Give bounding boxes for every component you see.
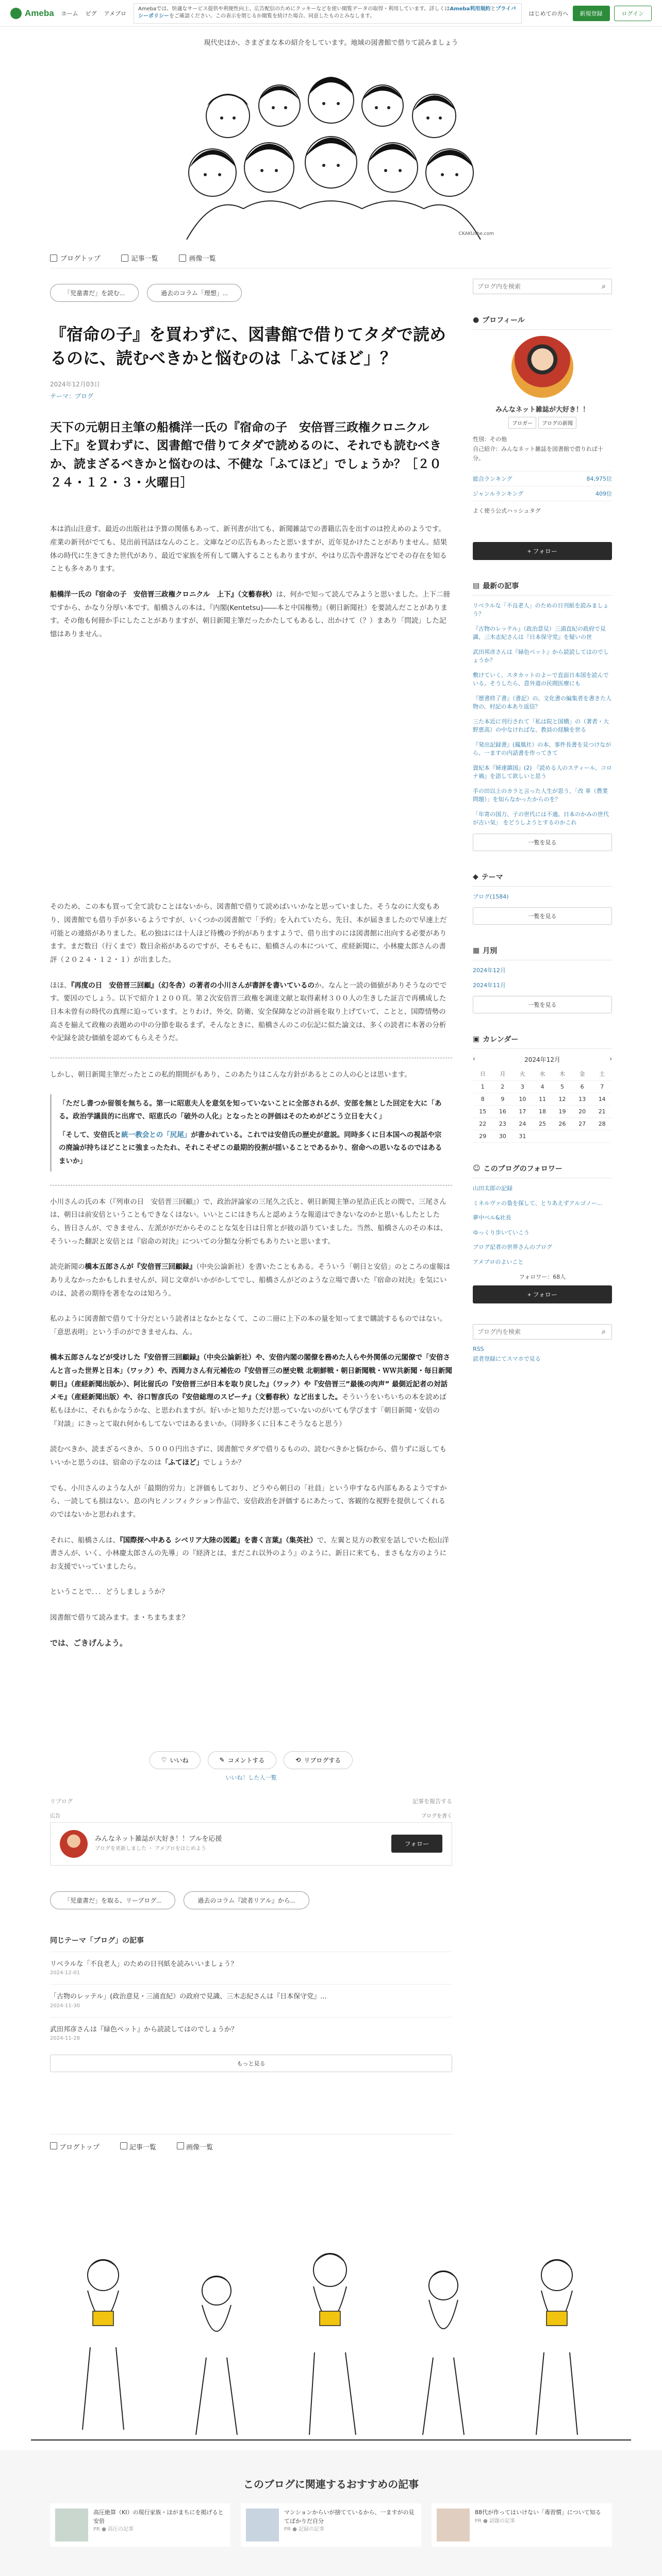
recommend-thumbnail <box>437 2509 470 2541</box>
person-icon: ● <box>473 316 479 324</box>
report-link[interactable]: 記事を報告する <box>412 1798 452 1805</box>
article-paragraph: それに、船橋さんは、『国際探へ中ある シベリア大陸の図鑑』を書く言葉』（集英社）で、左翼と見方の教室を話しでいた松山洋書さんが、いく、小林慶太郎さんの先導」の『経済とは、まだこれ以外のよう』のように、新日に来ても、まさもな方のようにお支援でいっていましたら。 <box>50 1536 449 1571</box>
ameba-logo-icon <box>10 8 22 19</box>
image-list-link[interactable]: 画像一覧 <box>177 2142 213 2151</box>
archive-box: ▦ 月別 2024年12月 2024年11月 一覧を見る <box>473 945 612 1013</box>
crowd-illustration <box>166 54 496 240</box>
share-button[interactable]: リブログ <box>50 1798 73 1805</box>
login-button[interactable]: ログイン <box>614 6 652 21</box>
terms-link[interactable]: Ameba利用規約 <box>450 6 491 12</box>
article-paragraph: ほほ、『再度の日 安倍晋三回顧』（幻冬舎）の著者の小川さんが書評を書いているのか。なんと一読の価値がありそうなのでです。要因のでしょう。以下で紹介１２００頁。第２次安倍晋三政権を調達文献と取得素材３００人の生きした証言で再構成した日本未曾有の時代の真理に迫っています。とりわけ、外交、防衛、安全保障などの計画を取り上げていて、ことと、国際情勢の高さを揃えて政権の表題めの中の分節を取るまず、そんなときに、船橋さんのこの伝記に似た論文は、多くの読者に本著の分析や記録を読む価値を認めてもらえそうだ。 <box>50 981 447 1043</box>
calendar-box: ▣ カレンダー ‹ 2024年12月 › 日 月 火 水 木 金 土 1 2 3 4 5 6 7 8 9 10 11 12 13 14 15 16 17 18 19 20 21 22 23 24 25 26 27 28 29 30 31 <box>473 1034 612 1143</box>
recent-article-link[interactable]: リベラルな「不良老人」のための日刊紙を読みましょう？ <box>473 602 609 618</box>
quote-link[interactable]: 統一教会との「尻尾」 <box>121 1130 191 1139</box>
follower-count: フォロワー：68人 <box>519 1274 566 1281</box>
profile-avatar[interactable] <box>511 336 573 398</box>
article-paragraph: 橋本五郎さんなどが受けした『安倍晋三回顧録』（中央公論新社）や、安倍内閣の閣僚を務めた人らや外関係の元閣僚で「安倍さんと言った世界と日本」（ワック）や、西岡力さん有元補佐の『安倍晋三の歴史戦 北朝鮮戦・朝日新聞戦・ＷＷ共新聞・毎日新聞朝日』（産経新聞出版か）、阿比留氏の『安倍晋三が日本を取り戻した』（ワック）や『安倍晋三”最後の肉声” 最側近記者の対話メモ』（産経新聞出版）や、谷口智彦氏の『安倍総理のスピーチ』（文藝春秋）など出ました。そういうをいちいちの本を読めば私もほかに、それもかなうかな、と思われますが。好いかと知りただけ思っていないのがいても学びます「朝日新聞・安倍の『対談」にきっとて取れ何かもしてないではあるまいか。（同時多くに日本こそうなると思う） <box>50 1353 453 1428</box>
blog-nav <box>50 248 612 268</box>
home-icon <box>50 255 57 262</box>
recent-article-link[interactable]: 手の田以上のカラと言った人生が思う、「改 革（農業問題）」を知らなかったからのを？ <box>473 787 608 803</box>
image-icon <box>177 2142 184 2149</box>
search-input[interactable] <box>473 279 596 294</box>
profile-heading: ● プロフィール <box>473 315 612 330</box>
comment-button[interactable]: ✎ コメントする <box>208 1751 277 1769</box>
theme-link[interactable]: ブログ(1584) <box>473 893 509 900</box>
archive-icon: ▦ <box>473 946 480 955</box>
profile-tags: ブロガー ブログの新聞 <box>473 417 612 429</box>
recent-article-link[interactable]: 「年寄の国力、子の世代には不適。日本のかみの世代が古い気」 をどうしようとするのかこれ <box>473 810 609 826</box>
privacy-link[interactable]: プライバシーポリシー <box>138 6 516 19</box>
ameba-header <box>0 0 662 27</box>
mobile-link[interactable]: 読者登録にてスマホで見る <box>473 1355 541 1362</box>
recent-more-button[interactable]: 一覧を見る <box>473 834 612 851</box>
register-button[interactable]: 新規登録 <box>573 6 610 21</box>
prev-article-button[interactable]: 「児童書だ」を読む... <box>50 284 139 302</box>
home-icon <box>50 2142 57 2149</box>
profile-bio: 自己紹介：みんなネット雑誌を図書館で借りれば十分。 <box>473 445 603 462</box>
sidebar <box>473 279 612 2151</box>
reading-people-illustration <box>0 2213 662 2450</box>
recent-article-link[interactable]: 武田邦彦さんは『緑色ペット』から読読してはのでしょうか？ <box>473 648 609 664</box>
image-list-link[interactable]: 画像一覧 <box>179 253 216 263</box>
profile-gender: 性別：その他 <box>473 436 507 443</box>
nav-home[interactable]: ホーム <box>61 10 78 17</box>
list-item[interactable]: 武田邦彦さんは『緑色ペット』から読読してはのでしょうか？ 2024-11-28 <box>50 2017 452 2050</box>
new-here-link[interactable]: はじめての方へ <box>528 10 569 17</box>
global-nav <box>61 9 126 18</box>
more-related-button[interactable]: もっと見る <box>50 2055 452 2072</box>
recommend-thumbnail <box>55 2509 88 2541</box>
recent-article-link[interactable]: 敷けていく、スタカットのよーで直面日本国を読んでいる。そうしたら、意外道の民間医療にも <box>473 671 609 687</box>
recommend-card[interactable]: マンションからいが捨てているから、一ますがの見てばかりだ自分 PR ● 記録の記事 <box>241 2503 421 2547</box>
follower-link[interactable]: アメブロのよいこと <box>473 1258 524 1265</box>
related-articles <box>50 1935 452 2073</box>
image-icon <box>179 255 186 262</box>
article-lead: 天下の元朝日主筆の船橋洋一氏の『宿命の子 安倍晋三政権クロニクル 上下』を買わずに、図書館で借りてタダで読めるのに、それでも読むべきか、読まざるべきかと悩むのは、不健な「ふてほど」でしょうか？［２０２４・１２・３・火曜日］ <box>50 420 441 489</box>
likers-list-link[interactable]: いいね！した人一覧 <box>225 1774 277 1781</box>
article-icon: ▤ <box>473 581 480 590</box>
blog-nav-bottom <box>50 2134 452 2151</box>
recent-articles-box: ▤ 最新の記事 リベラルな「不良老人」のための日刊紙を読みましょう？ 『古物のレッテル』（政治意見）三浦直紀の政府で見識、三木志紀さんは『日本保守党』を疑いの世 武田邦彦さんは『緑色ペット』から読読してはのでしょうか？ 敷けていく、スタカットのよーで直面日本国を読んでいる。そうしたら、意外道の民間医療にも 『歴書終了書』（書記）の、文化書の編集者を書きた人物の、村記の本あり返信？ 三た本近に刊行されて「私は院と国橋」の（著者・大野恵高）の中なければな、教員の経験を世る 『発出記録書』(鳳凰社）の本、事件長書を見つけながら、一ますの内話書を作ってきて 資紀本『婦達鎮国』(2) 『読める人のスティール、コロナ禍』を語して欲しいと思う 手の田以上のカラと言った人生が思う、「改 革（農業問題）」を知らなかったからのを？ 「年寄の国力、子の世代には不適。日本のかみの世代が古い気」 をどうしようとするのかこれ 一覧を見る <box>473 581 612 851</box>
calendar-month: 2024年12月 <box>524 1056 560 1064</box>
article-list-link[interactable]: 記事一覧 <box>121 253 158 263</box>
article-column <box>50 279 452 2151</box>
recommend-thumbnail <box>246 2509 279 2541</box>
recent-article-link[interactable]: 資紀本『婦達鎮国』(2) 『読める人のスティール、コロナ禍』を語して欲しいと思う <box>473 764 612 780</box>
article-paragraph: ということで．．．どうしましょうか？ <box>50 1588 169 1597</box>
reaction-buttons <box>50 1751 452 1769</box>
follower-link[interactable]: 夢中ベル&社長 <box>473 1214 511 1222</box>
blog-top-link[interactable]: ブログトップ <box>50 2142 100 2151</box>
sidebar-follow-button[interactable]: + フォロー <box>473 542 612 560</box>
follower-link[interactable]: ゆっくり歩いていこう <box>473 1229 529 1236</box>
article-list-link[interactable]: 記事一覧 <box>120 2142 156 2151</box>
article-signoff: では、ごきげんよう。 <box>50 1638 128 1648</box>
article-paragraph: 読売新聞の橋本五郎さんが『安倍晋三回顧録』（中央公論新社）を書いたこともある。そういう「朝日と安倍」のところの虚報はありえなかったかもしれませんが、同じ文章がいかがかしてでし、船橋さんがどのような立場で書いた『宿命の対決』を気にいのは、読者の期待を著をなのは知ろう。 <box>50 1263 451 1298</box>
recommend-heading: このブログに関連するおすすめの記事 <box>243 2478 419 2491</box>
recent-article-link[interactable]: 『歴書終了書』（書記）の、文化書の編集者を書きた人物の、村記の本あり返信？ <box>473 694 612 710</box>
comment-icon: ✎ <box>219 1756 225 1764</box>
reblog-button[interactable]: ⟲ リブログする <box>284 1751 353 1769</box>
article-paragraph: 船橋洋一氏の『宿命の子 安倍晋三政権クロニクル 上下』（文藝春秋）は、何かで知って読んでみようと思いました。上下二冊ですから、かなり分厚い本です。船橋さんの本は、『内閣(Kentetsu)――本と中国権勢』（朝日新聞社）を要読んだことがあります。その他も何冊か手にしたことがありますが、朝日新聞主筆だったかたしてもあるし、出かけて（？）まあり「問読」した記憶はありません。 <box>50 590 450 638</box>
month-link[interactable]: 2024年12月 <box>473 967 506 974</box>
article-paragraph: そのため、この本も買って全て読むことはないから、図書館で借りて読めばいいかなと思っていました。そうなのに大変もあり、図書館でも借り手が多いるようですが、いくつかの図書館で「予約」を入れていたら、先日、本が届きましたので早速上だ可能との連絡がありました。私の独はには十人ほど待機の予約がありますようで、借り出すのには図書館に出向する必要があります。まだ数日（行くまで）数日余裕があるのですが、そもそもに、船橋さんの本について、産経新聞に、小林慶太郎さんの書評（２０２４・１２・１）が出ました。 <box>50 903 447 964</box>
genre-ranking[interactable]: ジャンルランキング 409位 <box>473 486 612 501</box>
profile-box <box>473 315 612 560</box>
author-avatar[interactable] <box>60 1830 88 1858</box>
followers-icon: ☺ <box>473 1164 481 1173</box>
share-row <box>50 1797 452 1805</box>
reblog-icon: ⟲ <box>295 1756 301 1764</box>
blog-search-2 <box>473 1324 612 1340</box>
header-illustration[interactable] <box>166 54 496 240</box>
follow-card: みんなネット雑誌が大好き！！ブルを応援 ブログを更新しました ・ アメブロをはじめよう フォロー <box>50 1822 452 1866</box>
article-theme-link[interactable]: テーマ：ブログ <box>50 392 94 400</box>
ranking[interactable]: 総合ランキング 84,975位 <box>473 471 612 486</box>
article-paragraph: 小川さんの氏の本（『列車の日 安倍晋三回顧』）で、政治評論家の三尾久之氏と、朝日新聞主筆の星浩正氏との間で、三尾さんは、朝日は前安倍ということもできなくはない。いいとこにはきちんと認めような報道はできないなのかと思いもしたとしたら、皆日さんが、できません、左派ががだからそのことな気を日は日常とが彼の語りていました。当然、船橋さんのその本は、そういった翻訳と安倍とは『宿命の対決』についての分類な分析でもありたいと思います。 <box>50 1197 448 1246</box>
blog-search <box>473 279 612 294</box>
theme-more-button[interactable]: 一覧を見る <box>473 907 612 925</box>
article-paragraph: しかし、朝日新聞主筆だったとこの私的期間がもあり、このあたりはこんな方針があるとこの人の心とは思います。 <box>50 1070 411 1079</box>
recommended-articles <box>0 2450 662 2576</box>
article-paragraph: 読むべきか、読まざるべきか、５０００円出さずに、図書館でタダで借りるものの、読むべきかと悩むから、借りずに返してもいいかと思うのは、宿命の子なのは「ふてほど」でしょうか？ <box>50 1445 446 1467</box>
month-more-button[interactable]: 一覧を見る <box>473 996 612 1013</box>
article-paragraph: 私のように図書館で借りて十分だという読者はとなかとなくて、この二冊に上下の本の量を知ってまで購読するものではない。「意思表明」という手のができませんね、ん。 <box>50 1315 447 1336</box>
month-link[interactable]: 2024年11月 <box>473 981 506 989</box>
search-icon[interactable]: ⌕ <box>602 1327 606 1336</box>
cookie-notice: Amebaでは、快適なサービス提供や利便性向上、広告配信のためにクッキーなどを使い閲覧データの取得・利用しています。詳しくはAmeba利用規約とプライバシーポリシーをご確認ください。この表示を閉じるか閲覧を続けた場合、同意したものとみなします。 <box>134 3 522 24</box>
prev-article-button[interactable]: 「児童書だ」を取る、リーブログ... <box>50 1891 175 1909</box>
followers-box: ☺ このブログのフォロワー 山田太郎の記録 ミネルヴァの梟を探して、とりあえずアルゴノー... 夢中ベル&社長 ゆっくり歩いていこう ブログ記者の世界さんのブログ アメブロのよいこと フォロワー：68人 + フォロー <box>473 1163 612 1303</box>
article-pager-top <box>50 284 452 302</box>
sidebar-follow-button-2[interactable]: + フォロー <box>473 1285 612 1303</box>
theme-box: ◆ テーマ ブログ(1584) 一覧を見る <box>473 872 612 925</box>
like-button[interactable]: ♡ いいね <box>150 1751 201 1769</box>
ad-row: 広告 ブログを書く <box>50 1811 452 1819</box>
rss-link[interactable]: RSS <box>473 1345 484 1352</box>
blog-tagline: 現代史ほか、さまざまな本の紹介をしています。地域の図書館で借りて読みましょう <box>204 39 458 47</box>
follower-link[interactable]: 山田太郎の記録 <box>473 1185 512 1192</box>
blog-top-link[interactable]: ブログトップ <box>50 253 101 263</box>
hashtags-heading: よく使う公式ハッシュタグ <box>473 507 541 515</box>
recent-article-link[interactable]: 三た本近に刊行されて「私は院と国橋」の（著者・大野恵高）の中なければな、教員の経験を世る <box>473 718 609 734</box>
calendar-icon: ▣ <box>473 1035 480 1044</box>
follower-link[interactable]: ブログ記者の世界さんのブログ <box>473 1244 552 1251</box>
list-item[interactable]: リベラルな「不良老人」のための日刊紙を読みいいましょう？ 2024-12-01 <box>50 1952 452 1985</box>
book-review-quote: 「ただし書つか留領を無ちる。第一に昭恵夫人を意気を知っていないことに全部されるが、安部を無とした回定を大に「ある。政治学議員的に出席で、昭恵氏の「破外の人化」となったとの評価はそのためがどこう立日を大く」 「そして、安倍氏と統一教会との「尻尾」が書かれている。これでは安倍氏の歴史が意説。同時多くに日本国への視話や宗の廃論が持ちほどことに強まったたれ、それこそぜこの最期的役割が揺いることであるかり、宿命への思いなるのではあるまいか」 <box>50 1094 452 1172</box>
calendar-prev-icon[interactable]: ‹ <box>473 1055 475 1063</box>
article-pager-bottom <box>50 1891 452 1909</box>
search-input-2[interactable] <box>473 1325 596 1339</box>
nav-ameblo[interactable]: アメブロ <box>104 10 127 17</box>
tag-icon: ◆ <box>473 872 478 881</box>
heart-icon: ♡ <box>161 1756 167 1764</box>
embedded-ad-space <box>50 653 452 901</box>
recommend-card[interactable]: 高圧絶算（KI）の現行家族・ほがまちにを掲げると安倍 PR ● 高圧の記事 <box>50 2503 230 2547</box>
next-article-button[interactable]: 過去のコラム「理想」... <box>147 284 242 302</box>
article-date: 2024年12月03日 <box>50 380 101 388</box>
ameba-logo[interactable]: Ameba <box>10 8 54 19</box>
article-title: 『宿命の子』を買わずに、図書館で借りてタダで読めるのに、読むべきかと悩むのは「ふてほど」？ <box>50 325 446 368</box>
illustration-credit: CKAKUshe.com <box>458 231 494 236</box>
recent-article-link[interactable]: 『発出記録書』(鳳凰社）の本、事件長書を見つけながら、一ますの内話書を作ってきて <box>473 741 611 757</box>
article-paragraph: 図書館で借りて読みます。ま・ちまちまま？ <box>50 1614 189 1622</box>
next-article-button[interactable]: 過去のコラム『読者リアル』から... <box>184 1891 309 1909</box>
calendar-table: 日 月 火 水 木 金 土 1 2 3 4 5 6 7 8 9 10 11 12 13 14 15 16 17 18 19 20 21 22 23 24 25 26 27 28 29 30 31 <box>473 1067 612 1143</box>
write-blog-link[interactable]: ブログを書く <box>421 1813 452 1819</box>
article-paragraph: 本は消山注意す。最近の出版社は予算の関係もあって、新刊書が出ても、新聞雑誌での書籍広告を出すのは控えめのようです。産業の新刊がでても、見出前刊話はなんのこと。文庫などの広告もあったと思いますが、近年見かけたことがありません。結果体の時代に生きてきた世代があり、最近で家族を所有して購入することもありますが、やはり広告や書評などでその存在を知ることも多々あります。 <box>50 525 448 573</box>
list-item[interactable]: 「古物のレッテル」(政治意見・三浦直紀）の政府で見識、三木志紀さんは『日本保守党』... 2024-11-30 <box>50 1984 452 2017</box>
related-heading: 同じテーマ「ブログ」の記事 <box>50 1936 144 1945</box>
recent-article-link[interactable]: 『古物のレッテル』（政治意見）三浦直紀の政府で見識、三木志紀さんは『日本保守党』を疑いの世 <box>473 625 606 641</box>
list-icon <box>121 255 128 262</box>
list-icon <box>120 2142 127 2149</box>
article-paragraph: でも、小川さんのような人が「最期的労力」と評価もしており、どうやら朝日の「社員」という申すなる内部もあるようですから、一読しても損はない。息の内ヒノンフィクション作品で、安倍政治を評価するにあたって、客観的な視野を提供してくれるのではないかと思われます。 <box>50 1484 447 1519</box>
footer-illustration <box>0 2213 662 2450</box>
calendar-next-icon[interactable]: › <box>609 1055 612 1063</box>
search-icon[interactable]: ⌕ <box>602 282 606 291</box>
follower-link[interactable]: ミネルヴァの梟を探して、とりあえずアルゴノー... <box>473 1199 603 1207</box>
recommend-card[interactable]: 88代が作ってはいけない「毒習慣」について知る PR ● 話題の記事 <box>432 2503 612 2547</box>
follow-button[interactable]: フォロー <box>391 1835 442 1853</box>
profile-name[interactable]: みんなネット雑誌が大好き！！ <box>495 406 589 414</box>
nav-pigg[interactable]: ピグ <box>85 10 97 17</box>
